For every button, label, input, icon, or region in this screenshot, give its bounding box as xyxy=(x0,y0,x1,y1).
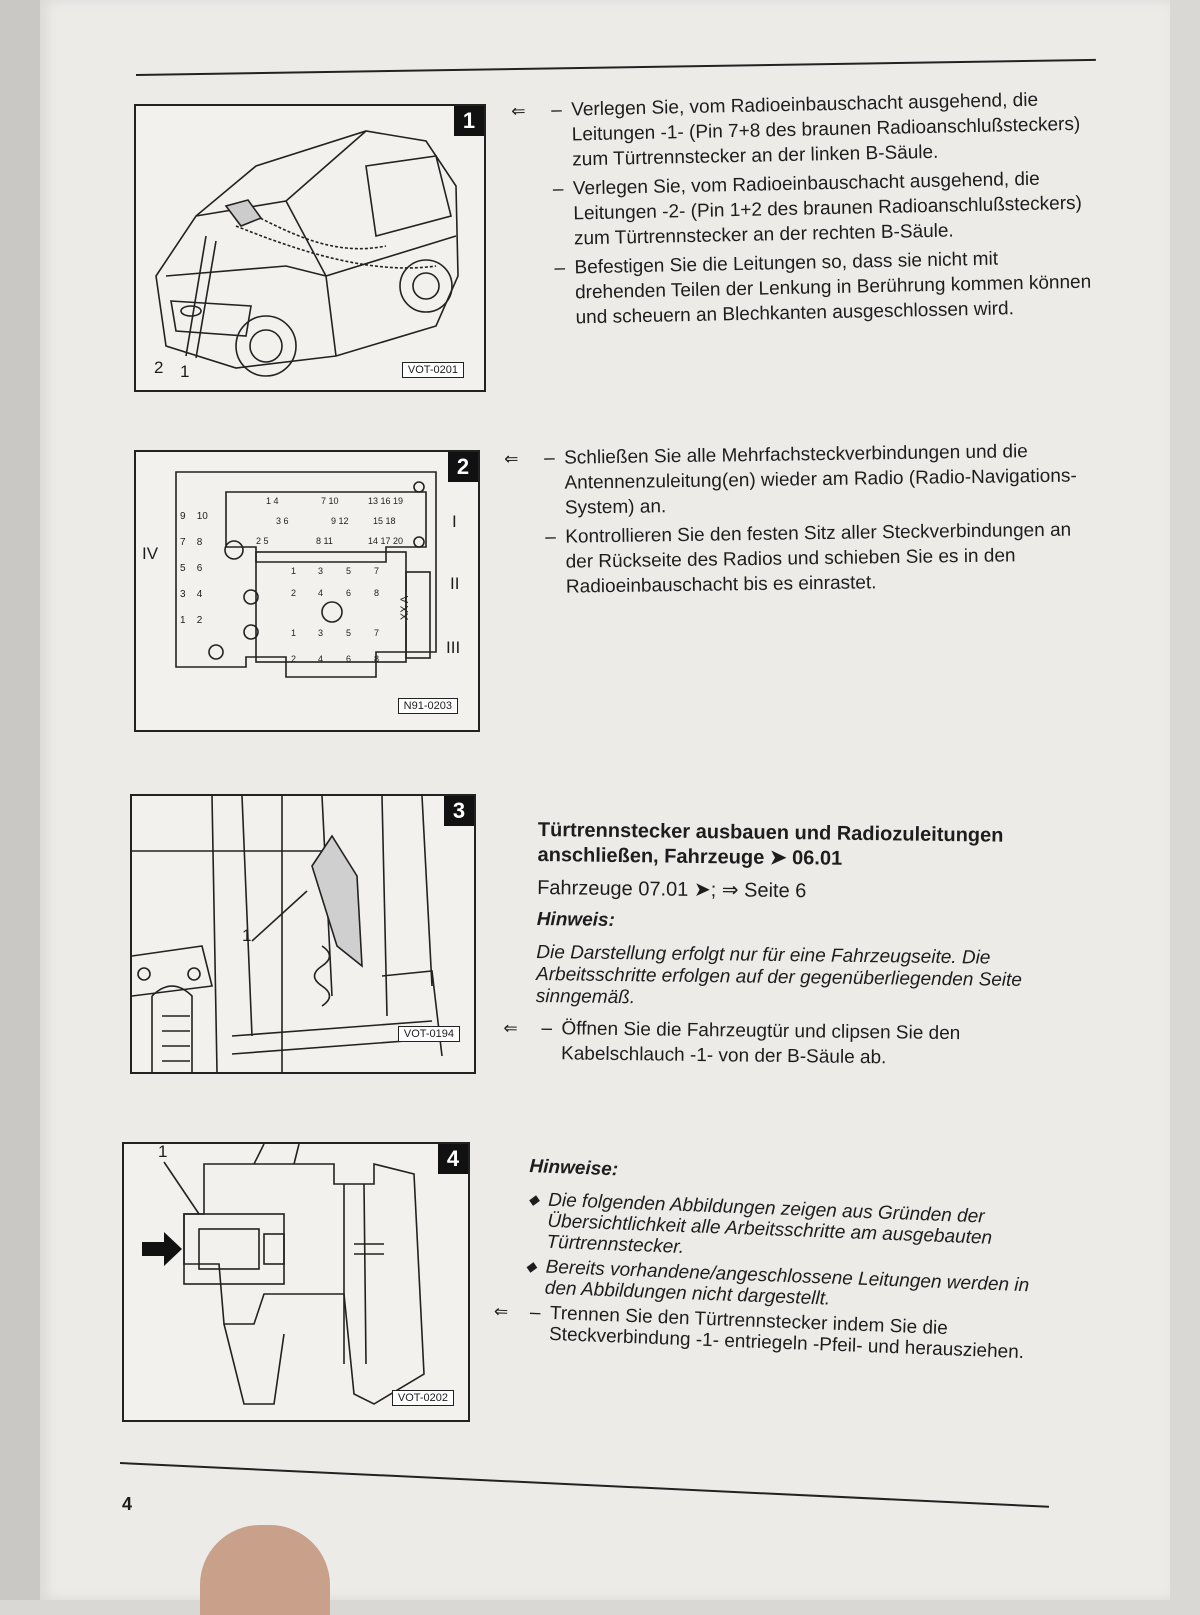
section-2-step: – Schließen Sie alle Mehrfachsteckverbindungen und die Antennenzuleitung(en) wieder am Radio (Radio-Navigations-System) an. xyxy=(544,441,1077,519)
figure-2-ref: N91-0203 xyxy=(398,698,458,714)
section-2-arrow-icon: ⇐ xyxy=(504,449,519,469)
car-illustration xyxy=(136,106,484,390)
svg-text:5: 5 xyxy=(346,566,352,576)
svg-text:1: 1 xyxy=(291,628,297,638)
section-1-step: – Verlegen Sie, vom Radioeinbauschacht ausgehend, die Leitungen -2- (Pin 1+2 des braunen Radioanschlußsteckers) zum Türtrennstecker an der rechten B-Säule. xyxy=(552,168,1083,250)
figure-2-callout-iv: IV xyxy=(142,544,159,563)
figure-1-car-wiring xyxy=(134,104,486,392)
figure-4-door-connector xyxy=(122,1142,470,1422)
svg-text:13 16 19: 13 16 19 xyxy=(368,496,404,506)
svg-text:1: 1 xyxy=(291,566,297,576)
section-2-step: – Kontrollieren Sie den festen Sitz aller Steckverbindungen an der Rückseite des Radios und schieben Sie es in den Radioeinbauschacht bis es einrastet. xyxy=(545,519,1072,598)
diamond-bullet-icon: ◆ xyxy=(525,1257,537,1275)
svg-text:2 5: 2 5 xyxy=(256,536,269,546)
section-3-note-heading: Hinweis: xyxy=(536,908,616,931)
svg-text:9 12: 9 12 xyxy=(331,516,349,526)
figure-2-pin-grid: 9 10 7 8 5 6 3 4 1 2 xyxy=(180,511,208,626)
section-2-text xyxy=(504,438,1090,604)
section-3-step: ⇐ – Öffnen Sie die Fahrzeugtür und clipsen Sie den Kabelschlauch -1- von der B-Säule ab. xyxy=(535,1016,1076,1073)
svg-text:5: 5 xyxy=(346,628,352,638)
figure-2-callout-ii: II xyxy=(450,574,460,593)
svg-text:7: 7 xyxy=(374,628,380,638)
door-connector-drawing xyxy=(124,1144,468,1420)
section-3-heading-line-1: Türtrennstecker ausbauen und Radiozuleitungen xyxy=(537,818,1004,847)
figure-3-b-pillar xyxy=(130,794,476,1074)
svg-text:8: 8 xyxy=(374,588,380,598)
figure-1-number: 1 xyxy=(454,106,484,136)
page-number: 4 xyxy=(122,1494,133,1514)
section-1-step: – Verlegen Sie, vom Radioeinbauschacht ausgehend, die Leitungen -1- (Pin 7+8 des braunen Radioanschlußsteckers) zum Türtrennstecker an der linken B-Säule. xyxy=(551,89,1081,171)
section-4-note-heading: Hinweise: xyxy=(529,1155,619,1181)
section-4-step: ⇐ – Trennen Sie den Türtrennstecker indem Sie die Steckverbindung -1- entriegeln -Pfeil- und herausziehen. xyxy=(493,1301,1025,1364)
section-3-heading-line-2: anschließen, Fahrzeuge ➤ 06.01 xyxy=(537,843,843,870)
svg-text:8 11: 8 11 xyxy=(316,536,333,546)
svg-text:4: 4 xyxy=(318,654,324,664)
svg-text:7 10: 7 10 xyxy=(321,496,339,506)
figure-3-ref: VOT-0194 xyxy=(398,1026,460,1042)
figure-4-ref: VOT-0202 xyxy=(392,1390,454,1406)
figure-2-callout-iii: III xyxy=(446,638,461,657)
figure-1-callout-1: 1 xyxy=(180,362,190,381)
figure-2-number: 2 xyxy=(448,452,478,482)
svg-text:8: 8 xyxy=(374,654,380,664)
figure-3-number: 3 xyxy=(444,796,474,826)
section-3-arrow-icon: ⇐ xyxy=(503,1018,518,1038)
figure-2-connector-pinout xyxy=(134,450,480,732)
section-3-text xyxy=(503,818,1078,1077)
figure-4-number: 4 xyxy=(438,1144,468,1174)
svg-text:2: 2 xyxy=(291,654,297,664)
figure-1-callout-2: 2 xyxy=(154,358,164,377)
svg-text:6: 6 xyxy=(346,588,352,598)
section-1-step: – Befestigen Sie die Leitungen so, dass sie nicht mit drehenden Teilen der Lenkung in Berührung kommen können und scheuern an Blechkanten ausgeschlossen wird. xyxy=(554,248,1092,329)
svg-text:3: 3 xyxy=(318,628,324,638)
svg-text:2: 2 xyxy=(291,588,297,598)
diamond-bullet-icon: ◆ xyxy=(527,1190,540,1208)
section-3-note-text: Die Darstellung erfolgt nur für eine Fahrzeugseite. Die Arbeitsschritte erfolgen auf der gegenüberliegenden Seite sinngemäß. xyxy=(535,941,1023,1009)
svg-text:15 18: 15 18 xyxy=(373,516,396,526)
section-4-bullet: ◆ Bereits vorhandene/angeschlossene Leitungen werden in den Abbildungen nicht dargestellt. xyxy=(525,1256,1030,1310)
page-background-edge xyxy=(0,0,44,1600)
svg-text:14 17 20: 14 17 20 xyxy=(368,536,404,546)
section-1-text xyxy=(511,87,1095,335)
section-4-bullet: ◆ Die folgenden Abbildungen zeigen aus Gründen der Übersichtlichkeit alle Arbeitsschritte am ausgebauten Türtrennstecker. xyxy=(527,1189,993,1258)
section-4-text xyxy=(493,1154,1060,1368)
figure-2-callout-i: I xyxy=(452,512,457,531)
figure-2-connector-label: XX A xyxy=(399,595,412,621)
svg-text:1 4: 1 4 xyxy=(266,496,279,506)
svg-text:4: 4 xyxy=(318,588,324,598)
figure-4-callout-1: 1 xyxy=(158,1142,168,1161)
svg-text:6: 6 xyxy=(346,654,352,664)
svg-text:3 6: 3 6 xyxy=(276,516,289,526)
figure-1-ref: VOT-0201 xyxy=(402,362,464,378)
section-3-vehicles-line: Fahrzeuge 07.01 ➤; ⇒ Seite 6 xyxy=(537,876,807,903)
svg-text:7: 7 xyxy=(374,566,380,576)
figure-3-callout-1: 1 xyxy=(242,926,252,945)
svg-text:3: 3 xyxy=(318,566,324,576)
section-1-arrow-icon: ⇐ xyxy=(511,101,526,121)
section-4-arrow-icon: ⇐ xyxy=(493,1301,509,1322)
